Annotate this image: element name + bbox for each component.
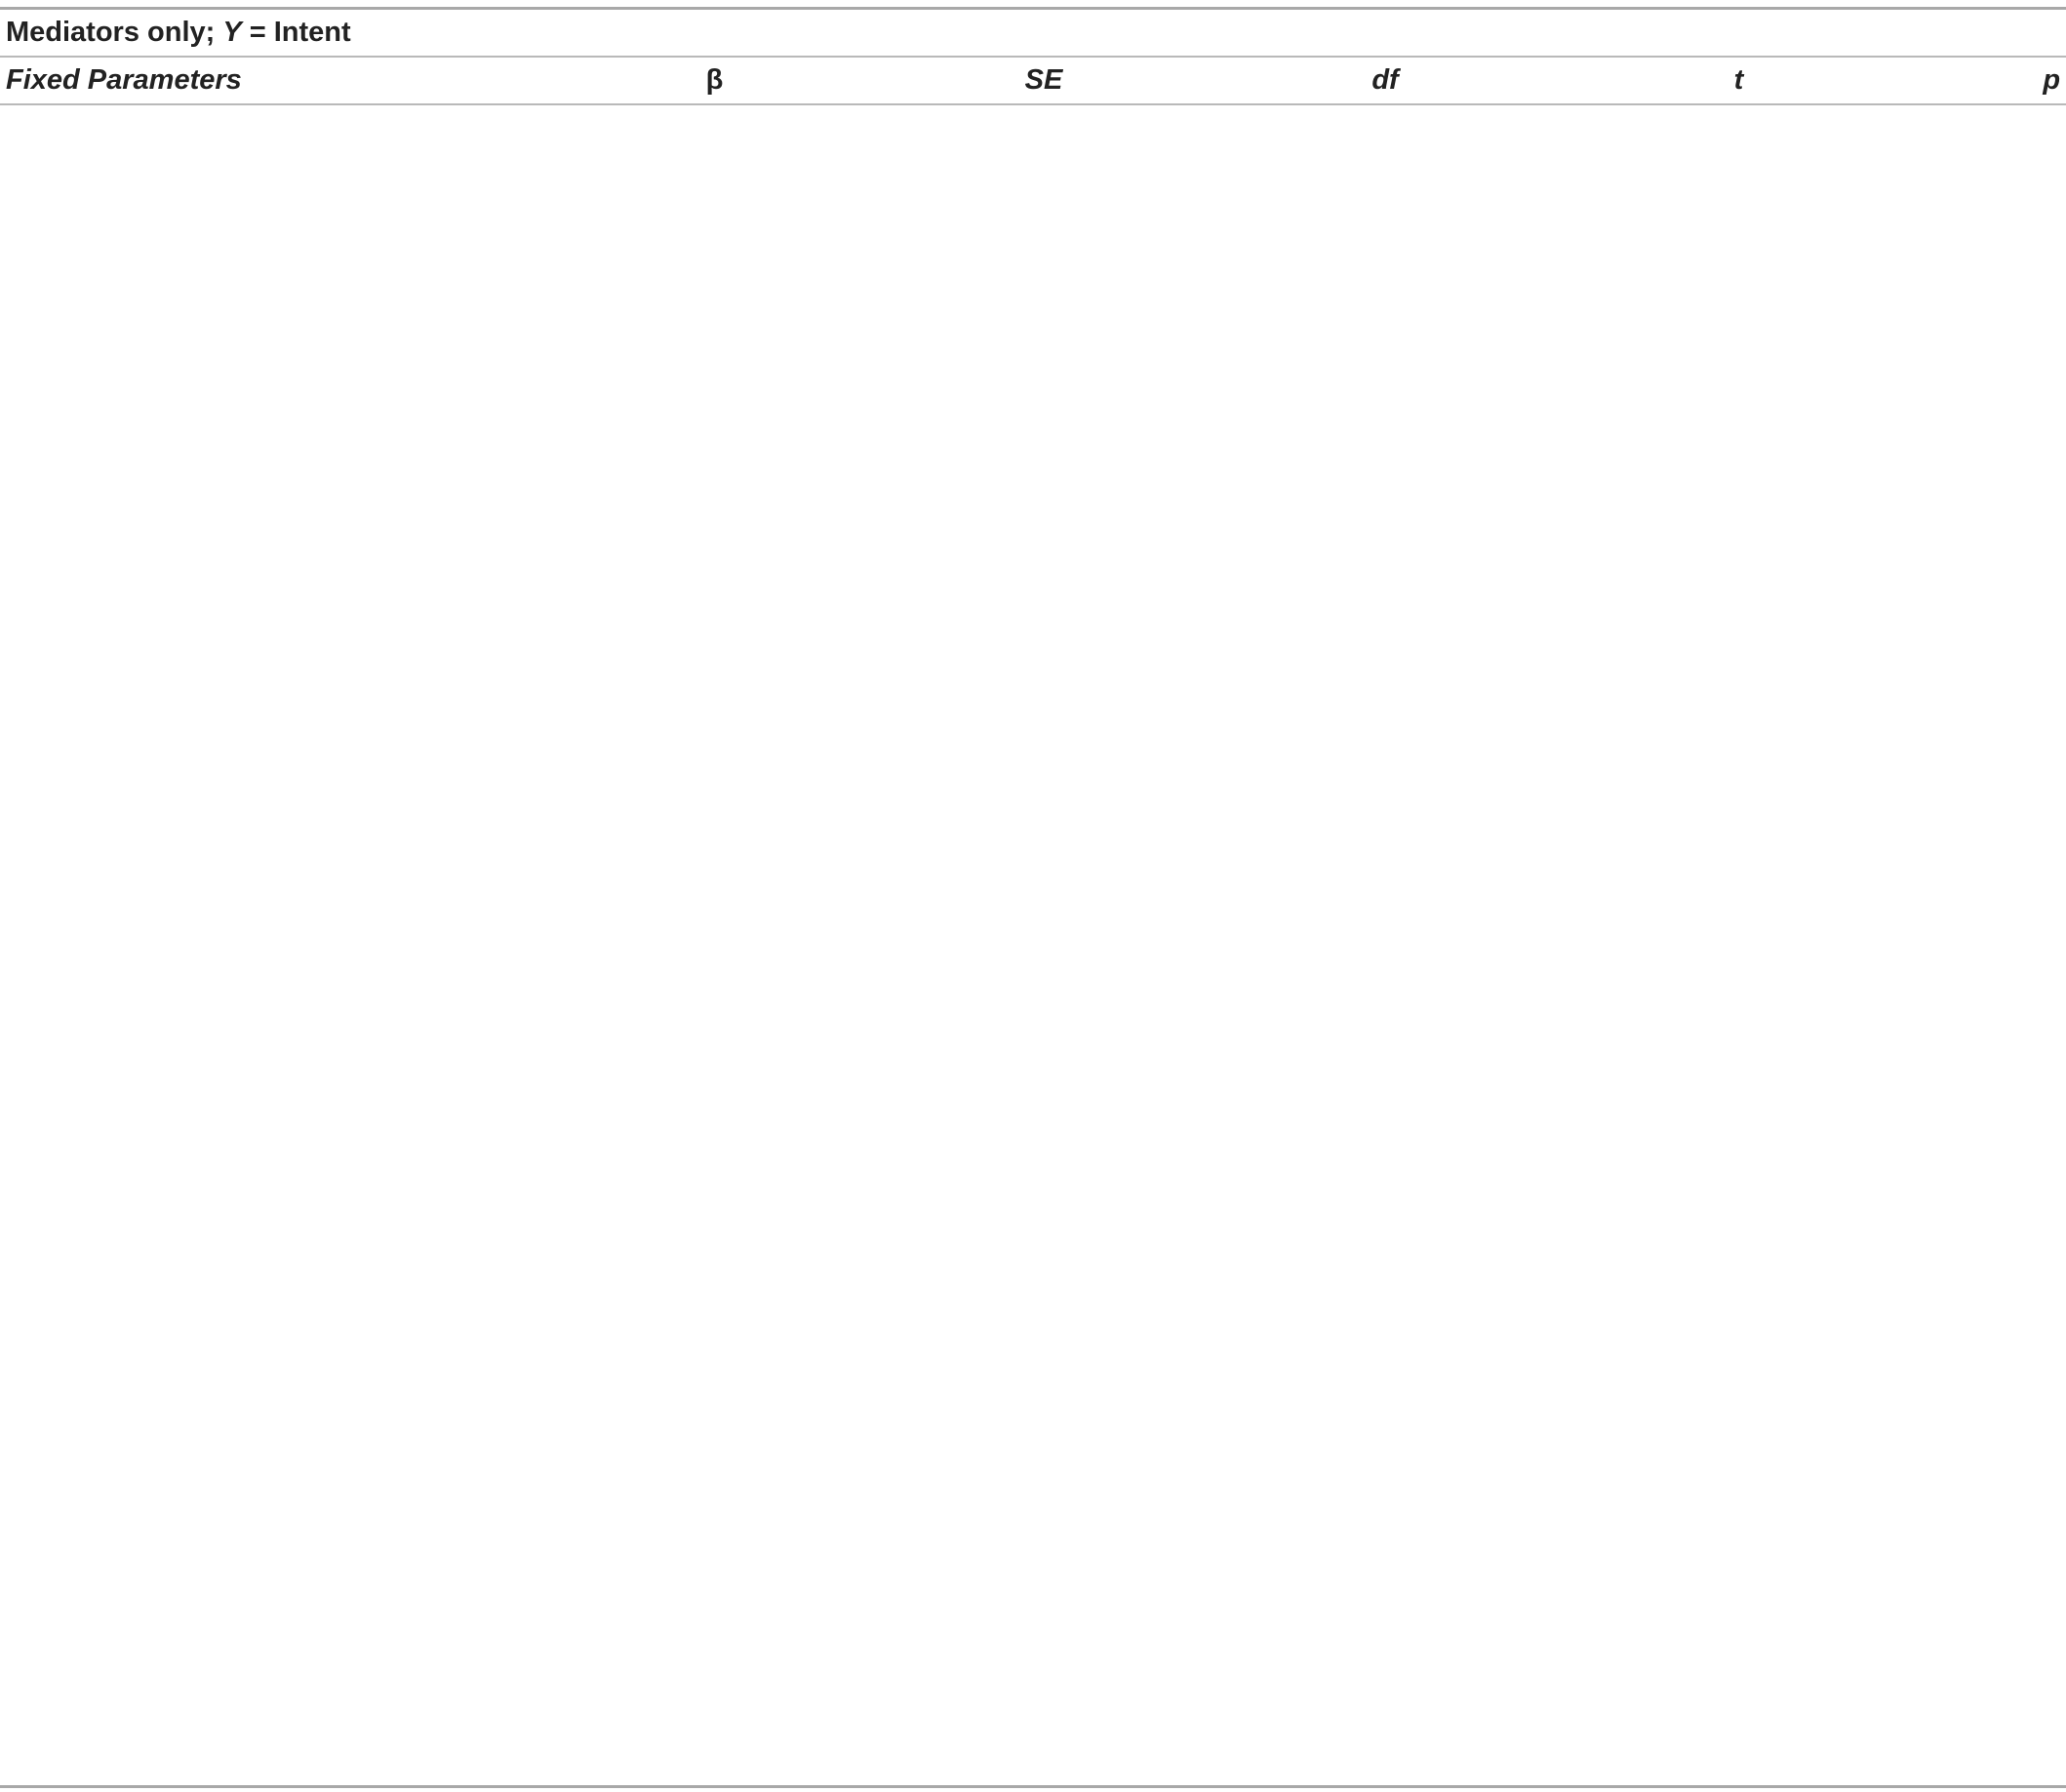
table-body (0, 9, 2066, 105)
section-title-variable: Y (222, 17, 242, 48)
header-beta: β (546, 57, 883, 104)
header-p: p (1912, 57, 2066, 104)
section-title-prefix: Mediators only; (6, 17, 223, 48)
section-title (0, 9, 2066, 58)
statistics-table (0, 7, 2066, 105)
header-se: SE (883, 57, 1205, 104)
section-title-row (0, 9, 2066, 58)
header-t: t (1566, 57, 1912, 104)
header-fixed-parameters: Fixed Parameters (0, 57, 546, 104)
section-title-suffix: = Intent (241, 17, 351, 48)
table-bottom-rule (0, 1785, 2066, 1788)
fixed-parameters-header (0, 57, 2066, 104)
header-df: df (1205, 57, 1566, 104)
